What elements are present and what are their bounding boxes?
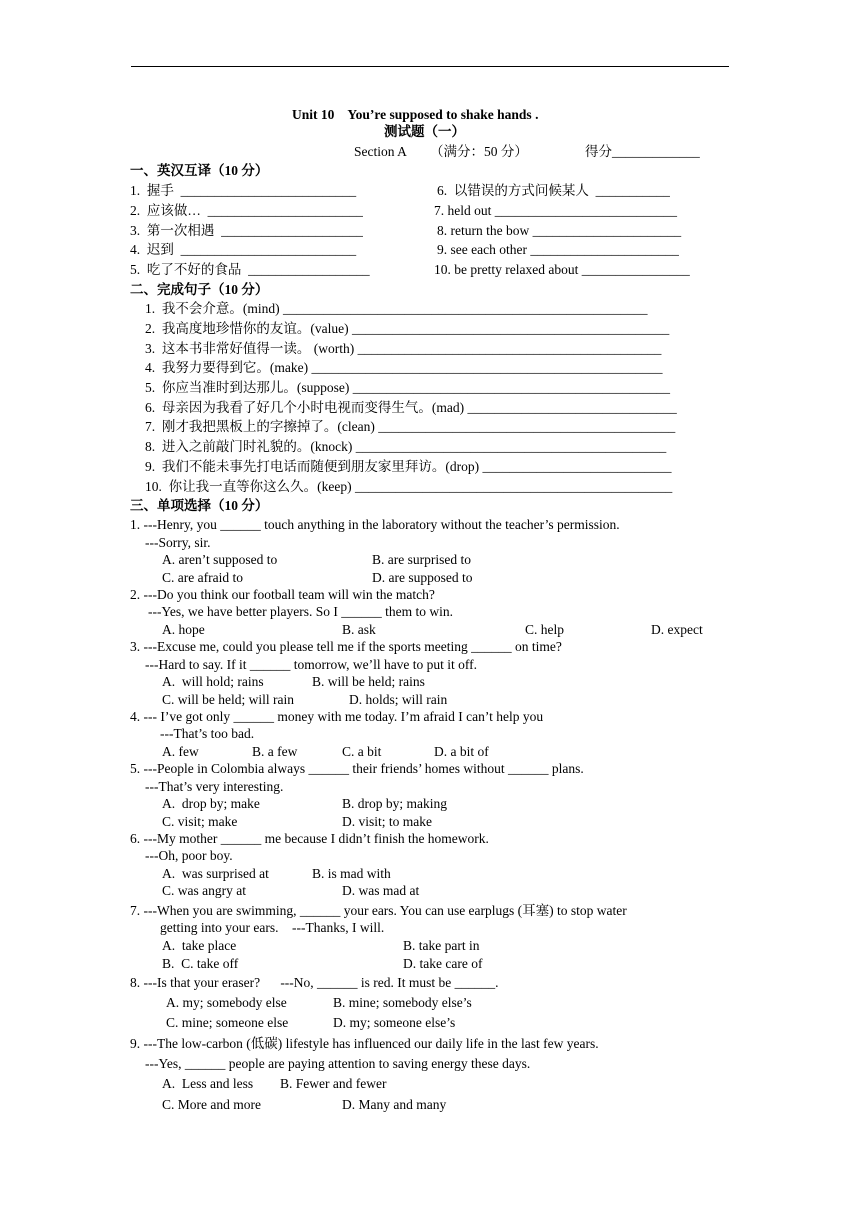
q8-option-a: A. my; somebody else <box>166 995 287 1010</box>
part2-item: 1. 我不会介意。(mind) ______________________________________________________ <box>145 301 648 316</box>
part2-item: 8. 进入之前敲门时礼貌的。(knock) ______________________________________________ <box>145 439 667 454</box>
part2-item: 5. 你应当准时到达那儿。(suppose) _______________________________________________ <box>145 380 670 395</box>
part1-item: 5. 吃了不好的食品 __________________ <box>130 262 370 277</box>
q7-stem: 7. ---When you are swimming, ______ your ears. You can use earplugs (耳塞) to stop water <box>130 903 627 918</box>
q9-reply: ---Yes, ______ people are paying attention to saving energy these days. <box>145 1056 531 1071</box>
q9-option-a: A. Less and less <box>162 1076 254 1091</box>
part2-item: 10. 你让我一直等你这么久。(keep) _______________________________________________ <box>145 479 673 494</box>
part2-item: 3. 这本书非常好值得一读。 (worth) _____________________________________________ <box>145 341 662 356</box>
page-subtitle: 测试题（一） <box>384 124 465 139</box>
q2-option-b: B. ask <box>342 622 376 637</box>
section-label: Section A <box>354 144 407 159</box>
q5-reply: ---That’s very interesting. <box>145 779 284 794</box>
q7-option-d: D. take care of <box>403 956 483 971</box>
q1-reply: ---Sorry, sir. <box>145 535 211 550</box>
full-score: （满分：50 分） <box>430 144 528 159</box>
q3-option-d: D. holds; will rain <box>349 692 448 707</box>
part1-item: 4. 迟到 __________________________ <box>130 242 357 257</box>
q4-option-a: A. few <box>162 744 199 759</box>
q9-option-c: C. More and more <box>162 1097 261 1112</box>
score-field[interactable]: 得分_____________ <box>585 144 700 159</box>
q6-option-b: B. is mad with <box>312 866 391 881</box>
q1-option-a: A. aren’t supposed to <box>162 552 278 567</box>
q2-option-a: A. hope <box>162 622 205 637</box>
q4-option-c: C. a bit <box>342 744 382 759</box>
q9-option-b: B. Fewer and fewer <box>280 1076 387 1091</box>
q4-stem: 4. --- I’ve got only ______ money with me today. I’m afraid I can’t help you <box>130 709 544 724</box>
q3-option-c: C. will be held; will rain <box>162 692 294 707</box>
part1-item: 7. held out ___________________________ <box>434 203 677 218</box>
q7-option-b: B. take part in <box>403 938 480 953</box>
q5-option-c: C. visit; make <box>162 814 238 829</box>
part1-item: 2. 应该做… _______________________ <box>130 203 363 218</box>
q6-option-c: C. was angry at <box>162 883 246 898</box>
q7-stem-continued: getting into your ears. ---Thanks, I will. <box>160 920 385 935</box>
q9-stem: 9. ---The low-carbon (低碳) lifestyle has influenced our daily life in the last few years. <box>130 1036 599 1051</box>
q8-option-b: B. mine; somebody else’s <box>333 995 472 1010</box>
part2-item: 7. 刚才我把黑板上的字擦掉了。(clean) ____________________________________________ <box>145 419 676 434</box>
q2-stem: 2. ---Do you think our football team will win the match? <box>130 587 435 602</box>
part2-item: 4. 我努力要得到它。(make) ____________________________________________________ <box>145 360 663 375</box>
q1-option-c: C. are afraid to <box>162 570 243 585</box>
q5-option-a: A. drop by; make <box>162 796 260 811</box>
q7-option-a: A. take place <box>162 938 237 953</box>
part2-item: 2. 我高度地珍惜你的友谊。(value) _______________________________________________ <box>145 321 670 336</box>
q2-option-c: C. help <box>525 622 564 637</box>
top-rule <box>131 66 729 67</box>
part1-heading: 一、英汉互译（10 分） <box>130 163 269 178</box>
q5-stem: 5. ---People in Colombia always ______ their friends’ homes without ______ plans. <box>130 761 584 776</box>
q2-option-d: D. expect <box>651 622 703 637</box>
q9-option-d: D. Many and many <box>342 1097 447 1112</box>
q1-stem: 1. ---Henry, you ______ touch anything in the laboratory without the teacher’s permission. <box>130 517 620 532</box>
part3-heading: 三、单项选择（10 分） <box>130 498 269 513</box>
page-title: Unit 10 You’re supposed to shake hands . <box>292 107 539 122</box>
q1-option-b: B. are surprised to <box>372 552 471 567</box>
part1-item: 3. 第一次相遇 _____________________ <box>130 223 363 238</box>
part1-item: 8. return the bow ______________________ <box>437 223 682 238</box>
part2-item: 9. 我们不能未事先打电话而随便到朋友家里拜访。(drop) ____________________________ <box>145 459 672 474</box>
q7-option-c: B. C. take off <box>162 956 239 971</box>
q8-option-c: C. mine; someone else <box>166 1015 289 1030</box>
part1-item: 1. 握手 __________________________ <box>130 183 357 198</box>
q3-stem: 3. ---Excuse me, could you please tell me if the sports meeting ______ on time? <box>130 639 562 654</box>
q4-reply: ---That’s too bad. <box>160 726 255 741</box>
q6-option-a: A. was surprised at <box>162 866 269 881</box>
q3-option-b: B. will be held; rains <box>312 674 425 689</box>
part1-item: 10. be pretty relaxed about ________________ <box>434 262 690 277</box>
part1-item: 9. see each other ______________________ <box>437 242 679 257</box>
q5-option-d: D. visit; to make <box>342 814 432 829</box>
q6-option-d: D. was mad at <box>342 883 420 898</box>
q8-stem: 8. ---Is that your eraser? ---No, ______ is red. It must be ______. <box>130 975 499 990</box>
q1-option-d: D. are supposed to <box>372 570 473 585</box>
q4-option-b: B. a few <box>252 744 298 759</box>
q2-reply: ---Yes, we have better players. So I ______ them to win. <box>148 604 453 619</box>
q3-option-a: A. will hold; rains <box>162 674 264 689</box>
part2-heading: 二、完成句子（10 分） <box>130 282 269 297</box>
part1-item: 6. 以错误的方式问候某人 ___________ <box>437 183 670 198</box>
q6-reply: ---Oh, poor boy. <box>145 848 233 863</box>
q4-option-d: D. a bit of <box>434 744 489 759</box>
q6-stem: 6. ---My mother ______ me because I didn’t finish the homework. <box>130 831 489 846</box>
part2-item: 6. 母亲因为我看了好几个小时电视而变得生气。(mad) _______________________________ <box>145 400 677 415</box>
q3-reply: ---Hard to say. If it ______ tomorrow, we’ll have to put it off. <box>145 657 478 672</box>
q8-option-d: D. my; someone else’s <box>333 1015 456 1030</box>
q5-option-b: B. drop by; making <box>342 796 447 811</box>
